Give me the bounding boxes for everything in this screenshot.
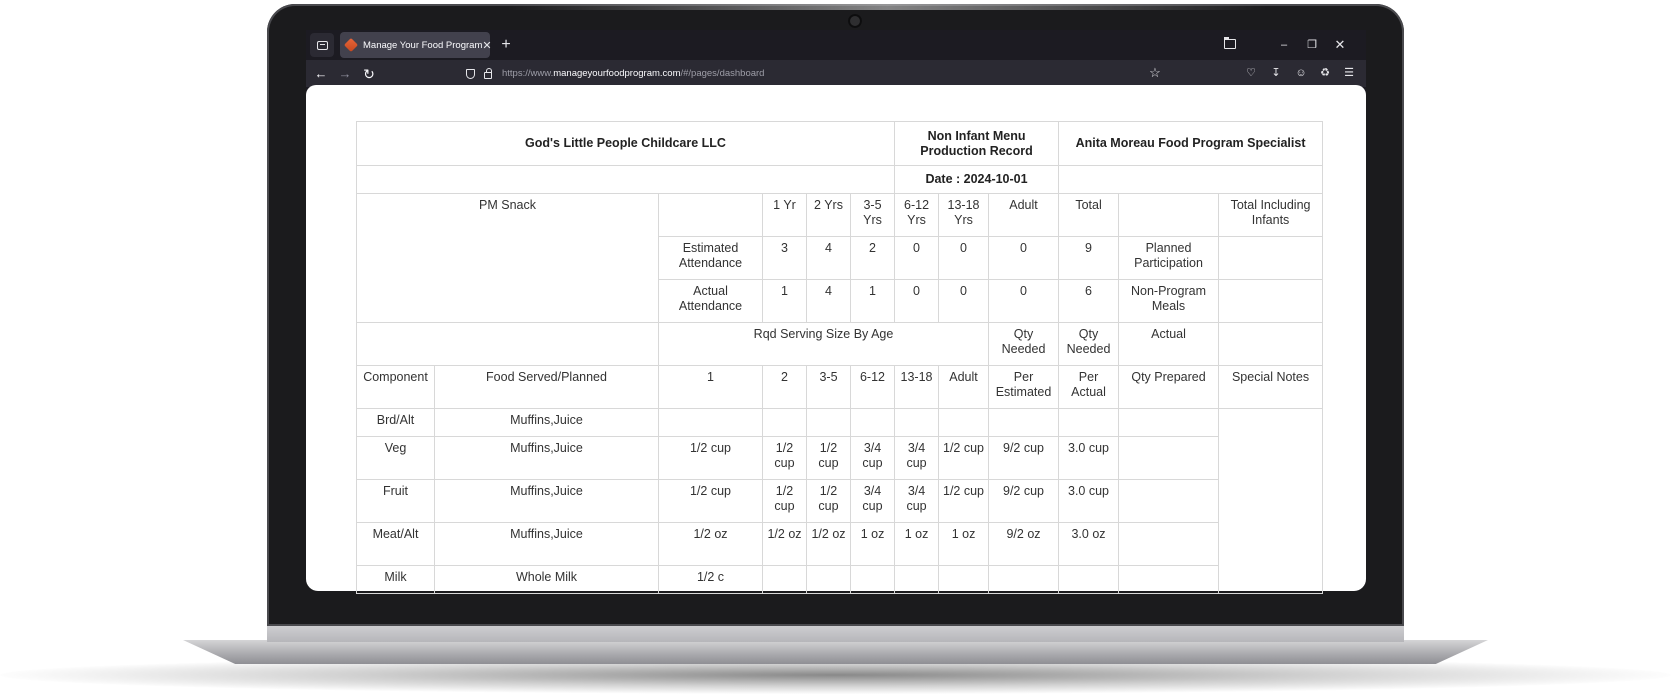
food-cell: Muffins,Juice [435,437,659,480]
actual-total: 6 [1059,280,1119,323]
serving-size-header: Rqd Serving Size By Age [659,323,989,366]
qty-needed-header: Qty Needed [989,323,1059,366]
qty-actual-cell: 3.0 cup [1059,437,1119,480]
restore-icon[interactable]: ❐ [1307,39,1317,51]
column-header: 3-5 [807,366,851,409]
header-row [357,122,1323,166]
estimated-value: 0 [939,237,989,280]
estimated-value: 0 [895,237,939,280]
serving-cell [895,409,939,437]
age-header: 1 Yr [763,194,807,237]
food-cell: Whole Milk [435,566,659,594]
planned-participation-label: Planned Participation [1119,237,1219,280]
serving-cell: 1/2 cup [659,437,763,480]
table-row [357,566,1323,594]
age-header: 6-12 Yrs [895,194,939,237]
column-header: Special Notes [1219,366,1323,409]
extensions-icon[interactable]: ♻ [1320,67,1330,79]
production-record-table [356,121,1323,594]
qty-actual-cell [1059,409,1119,437]
column-header: Component [357,366,435,409]
qty-prepared-cell [1119,437,1219,480]
back-arrow-icon[interactable]: ← [314,66,328,81]
reload-icon[interactable]: ↻ [363,66,375,82]
folder-icon[interactable] [1224,39,1236,49]
serving-cell: 3/4 cup [895,480,939,523]
component-cell: Milk [357,566,435,594]
total-including-infants-header: Total Including Infants [1219,194,1323,237]
estimated-value: 2 [851,237,895,280]
age-header: 13-18 Yrs [939,194,989,237]
serving-cell: 1 oz [939,523,989,566]
actual-attendance-label: Actual Attendance [659,280,763,323]
serving-cell: 3/4 cup [851,480,895,523]
serving-cell: 1/2 cup [939,437,989,480]
date-row [357,166,1323,194]
account-icon[interactable]: ☺ [1295,67,1307,79]
serving-cell: 1/2 cup [807,480,851,523]
forward-arrow-icon[interactable]: → [338,66,352,81]
actual-value: 1 [763,280,807,323]
food-cell: Muffins,Juice [435,523,659,566]
lock-icon[interactable] [484,72,492,79]
column-header: Food Served/Planned [435,366,659,409]
qty-actual-cell: 3.0 cup [1059,480,1119,523]
serving-cell [939,566,989,594]
serving-cell [807,566,851,594]
column-header: 6-12 [851,366,895,409]
tab-bar [306,30,1366,60]
serving-cell: 3/4 cup [851,437,895,480]
column-header: 13-18 [895,366,939,409]
serving-cell [807,409,851,437]
site-favicon-icon [344,38,358,52]
column-header: 2 [763,366,807,409]
page-content [306,85,1366,591]
actual-value: 0 [939,280,989,323]
url-bar[interactable] [466,63,1106,84]
estimated-attendance-label: Estimated Attendance [659,237,763,280]
age-header: 3-5 Yrs [851,194,895,237]
tab-list-icon[interactable] [310,33,334,57]
estimated-value: 3 [763,237,807,280]
blank-cell [357,166,895,194]
actual-header: Actual [1119,323,1219,366]
center-name: God's Little People Childcare LLC [357,122,895,166]
serving-cell: 1/2 oz [763,523,807,566]
food-cell: Muffins,Juice [435,409,659,437]
minimize-icon[interactable]: – [1280,39,1288,51]
table-row [357,409,1323,437]
blank-cell [1059,166,1323,194]
specialist-name: Anita Moreau Food Program Specialist [1059,122,1323,166]
column-header: Adult [939,366,989,409]
actual-value: 4 [807,280,851,323]
serving-cell: 1/2 oz [807,523,851,566]
qty-prepared-cell [1119,566,1219,594]
serving-cell [763,566,807,594]
nav-toolbar [306,60,1366,87]
age-header: Total [1059,194,1119,237]
record-title: Non Infant Menu Production Record [895,122,1059,166]
component-cell: Brd/Alt [357,409,435,437]
serving-cell [763,409,807,437]
actual-value: 0 [989,280,1059,323]
serving-header-row [357,323,1323,366]
serving-cell: 1/2 c [659,566,763,594]
component-cell: Veg [357,437,435,480]
qty-estimated-cell [989,409,1059,437]
component-cell: Fruit [357,480,435,523]
serving-cell: 1/2 oz [659,523,763,566]
serving-cell: 1 oz [895,523,939,566]
tab-active[interactable] [340,32,490,58]
blank-cell [1119,194,1219,237]
serving-cell: 3/4 cup [895,437,939,480]
serving-cell [939,409,989,437]
component-cell: Meat/Alt [357,523,435,566]
age-header: 2 Yrs [807,194,851,237]
table-row [357,480,1323,523]
menu-icon[interactable]: ☰ [1344,67,1354,79]
column-header: Per Estimated [989,366,1059,409]
table-row [357,523,1323,566]
serving-cell: 1/2 cup [939,480,989,523]
meal-type: PM Snack [357,194,659,323]
age-header-row [357,194,1323,237]
blank-cell [357,323,659,366]
record-date: Date : 2024-10-01 [895,166,1059,194]
download-icon[interactable]: ↧ [1271,67,1281,79]
serving-cell [895,566,939,594]
special-notes-cell [1219,409,1323,594]
serving-cell: 1/2 cup [807,437,851,480]
webcam [848,14,862,28]
laptop-base [183,640,1488,664]
browser-window [306,30,1366,591]
qty-prepared-cell [1119,480,1219,523]
actual-value: 0 [895,280,939,323]
qty-estimated-cell: 9/2 cup [989,437,1059,480]
serving-cell: 1/2 cup [763,480,807,523]
tracking-shield-icon[interactable] [466,69,475,79]
estimated-total: 9 [1059,237,1119,280]
qty-needed-header: Qty Needed [1059,323,1119,366]
bookmark-star-icon[interactable]: ☆ [1149,65,1161,80]
blank-cell [1219,237,1323,280]
food-cell: Muffins,Juice [435,480,659,523]
qty-estimated-cell: 9/2 oz [989,523,1059,566]
age-header: Adult [989,194,1059,237]
qty-estimated-cell: 9/2 cup [989,480,1059,523]
column-header: Qty Prepared [1119,366,1219,409]
estimated-value: 0 [989,237,1059,280]
qty-actual-cell: 3.0 oz [1059,523,1119,566]
serving-cell [659,409,763,437]
serving-cell [851,409,895,437]
qty-prepared-cell [1119,409,1219,437]
qty-estimated-cell [989,566,1059,594]
pocket-icon[interactable]: ♡ [1246,67,1256,79]
blank-cell [1219,280,1323,323]
tab-close-icon[interactable]: ✕ [482,39,492,52]
column-header-row [357,366,1323,409]
actual-value: 1 [851,280,895,323]
column-header: 1 [659,366,763,409]
serving-cell: 1/2 cup [659,480,763,523]
close-icon[interactable]: ✕ [1334,37,1346,52]
blank-cell [659,194,763,237]
tab-title: Manage Your Food Program [363,39,483,51]
non-program-meals-label: Non-Program Meals [1119,280,1219,323]
laptop-hinge [267,625,1404,642]
serving-cell: 1/2 cup [763,437,807,480]
new-tab-button[interactable]: + [501,36,511,53]
table-row [357,437,1323,480]
column-header: Per Actual [1059,366,1119,409]
url-text[interactable]: https://www.manageyourfoodprogram.com/#/pages/dashboard [502,68,765,79]
serving-cell [851,566,895,594]
blank-cell [1219,323,1323,366]
estimated-value: 4 [807,237,851,280]
qty-actual-cell [1059,566,1119,594]
qty-prepared-cell [1119,523,1219,566]
serving-cell: 1 oz [851,523,895,566]
